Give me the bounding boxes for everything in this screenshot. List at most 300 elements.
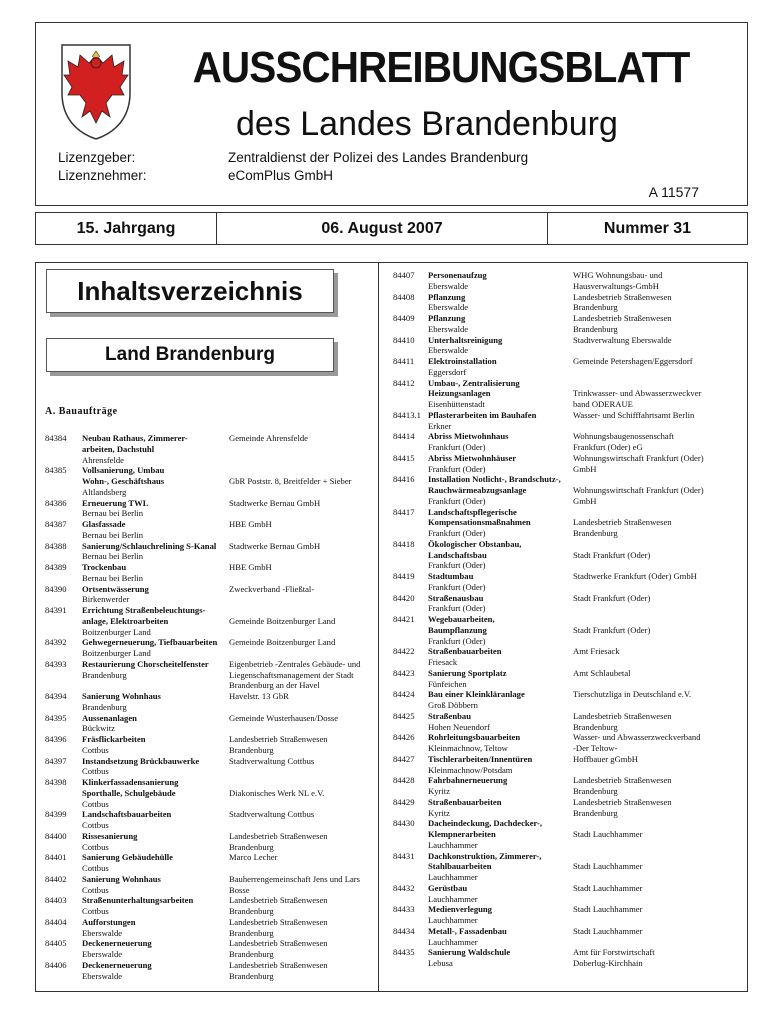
list-item [45,831,375,853]
entry-description [82,498,229,520]
entry-number: 84403 [45,895,67,906]
list-item [393,904,745,926]
entry-location: Altlandsberg [82,486,127,497]
entry-authority-line: Stadt Lauchhammer [573,861,643,872]
entry-title-line: Rauchwärmeabzugsanlage [428,485,527,495]
entry-location: Birkenwerder [82,594,130,605]
entry-number: 84400 [45,830,67,841]
entry-contracting-authority [229,605,375,637]
entry-number: 84399 [45,809,67,820]
entry-authority-line: Amt Friesack [573,646,620,657]
entry-title-line: Pflasterarbeiten im Bauhafen [428,409,537,420]
entry-title-line: Unterhaltsreinigung [428,334,503,345]
list-item [45,637,375,659]
entry-contracting-authority [573,711,745,733]
entry-description [428,335,573,357]
entry-contracting-authority [229,465,375,497]
entry-number: 84421 [393,614,415,624]
entry-contracting-authority [229,498,375,520]
entry-description [428,818,573,850]
entry-number: 84404 [45,916,67,927]
entry-contracting-authority [573,646,745,668]
list-item [393,474,745,506]
entry-number: 84432 [393,882,415,893]
entry-title-line: Gerüstbau [428,882,468,893]
entry-description [428,571,573,593]
entry-authority-line: Amt Schlaubetal [573,667,631,678]
entry-number: 84402 [45,873,67,884]
entry-authority-line: Brandenburg [573,302,618,313]
entry-authority-line: Brandenburg [573,807,618,818]
licensor-label: Lizenzgeber: [58,150,136,165]
entry-contracting-authority [573,313,745,335]
entry-contracting-authority [573,410,745,432]
entry-description [82,584,229,606]
entry-authority-line: Stadtwerke Bernau GmbH [229,540,321,551]
entry-title-line: Straßenbauarbeiten [428,646,502,657]
list-item [45,852,375,874]
entry-authority-line: Brandenburg [229,906,274,916]
entry-number: 84420 [393,592,415,603]
entry-title-line: Vollsanierung, Umbau [82,465,165,476]
entry-number: 84430 [393,818,415,829]
entry-authority-line: Stadtwerke Frankfurt (Oder) GmbH [573,571,697,581]
entry-number: 84416 [393,474,415,485]
entry-location: Frankfurt (Oder) [428,603,486,614]
entry-description [428,851,573,883]
entry-contracting-authority [573,818,745,850]
entry-authority-line: Brandenburg [229,841,274,852]
entry-title-line: Ökologischer Obstanbau, [428,538,522,549]
list-item [393,668,745,690]
entry-contracting-authority [229,895,375,917]
entry-authority-line [573,539,745,550]
entry-authority-line [573,507,745,518]
entry-authority-line: Landesbetrieb Straßenwesen [229,959,328,970]
entry-title-line: Installation Notlicht-, Brandschutz-, [428,474,561,485]
entry-location: Cottbus [82,863,109,873]
entry-title-line: Errichtung Straßenbeleuchtungs- [82,605,206,615]
entry-description [82,874,229,896]
list-item [45,691,375,713]
list-item [45,584,375,606]
entry-description [428,539,573,571]
list-item [393,292,745,314]
list-item [393,947,745,969]
entry-location: Kyritz [428,807,450,818]
entry-description [428,711,573,733]
entry-location: Cottbus [82,906,109,916]
entry-description [82,605,229,637]
entry-contracting-authority [573,775,745,797]
list-item [393,356,745,378]
list-item [45,809,375,831]
entry-location: Lauchhammer [428,893,478,904]
list-item [393,614,745,646]
entry-location: Frankfurt (Oder) [428,463,486,474]
entry-authority-line: Brandenburg [229,927,274,938]
entry-authority-line: Frankfurt (Oder) eG [573,442,643,452]
list-item [45,756,375,778]
entry-title-line: Klempnerarbeiten [428,829,496,839]
entry-title-line: Personenaufzug [428,270,487,280]
list-item [45,713,375,735]
entry-number: 84409 [393,313,415,323]
entry-description [428,883,573,905]
entry-contracting-authority [229,713,375,735]
entry-location: Cottbus [82,884,109,895]
entry-authority-line: Wohnungsbaugenossenschaft [573,431,674,442]
entry-number: 84412 [393,377,415,388]
entry-list-left [45,433,375,981]
entry-title-line: Trockenbau [82,562,127,572]
entry-contracting-authority [573,883,745,905]
entry-title-line: Pflanzung [428,291,466,302]
entry-authority-line [573,851,745,862]
list-item [45,777,375,809]
entry-number: 84435 [393,947,415,958]
entry-location: Bernau bei Berlin [82,572,144,583]
entry-contracting-authority [573,947,745,969]
entry-contracting-authority [229,562,375,584]
entry-authority-line [573,818,745,829]
entry-number: 84384 [45,433,67,443]
list-item [393,646,745,668]
entry-title-line: Landschaftsbau [428,549,487,560]
issue-date: 06. August 2007 [217,213,548,244]
entry-title-line: Tischlerarbeiten/Innentüren [428,753,533,764]
entry-location: Lauchhammer [428,936,478,947]
publication-title: AUSSCHREIBUNGSBLATT [192,43,690,92]
entry-authority-line: Landesbetrieb Straßenwesen [229,916,328,927]
entry-authority-line: GmbH [573,495,597,506]
entry-authority-line: Wohnungswirtschaft Frankfurt (Oder) [573,452,704,463]
entry-contracting-authority [573,668,745,690]
entry-title-line: Erneuerung TWL [82,497,149,508]
list-item [45,659,375,691]
entry-location: Brandenburg [82,701,127,712]
entry-contracting-authority [573,335,745,357]
entry-authority-line: Stadtwerke Bernau GmbH [229,497,321,508]
entry-number: 84431 [393,850,415,861]
entry-authority-line: Stadtverwaltung Cottbus [229,755,315,766]
entry-location: Eisenhüttenstadt [428,399,485,409]
entry-contracting-authority [573,539,745,571]
entry-location: Kleinmachnow/Potsdam [428,764,513,775]
entry-title-line: Straßenausbau [428,592,484,603]
licensee-value: eComPlus GmbH [228,168,334,183]
list-item [45,465,375,497]
entry-authority-line: Tierschutzliga in Deutschland e.V. [573,689,692,700]
list-item [45,734,375,756]
entry-title-line: Neubau Rathaus, Zimmerer- [82,433,188,443]
entry-authority-line: Landesbetrieb Straßenwesen [573,313,672,323]
entry-description [428,926,573,948]
entry-authority-line: Stadt Lauchhammer [573,904,643,915]
entry-location: Hohen Neuendorf [428,721,490,732]
entry-contracting-authority [573,689,745,711]
entry-description [428,775,573,797]
entry-description [428,453,573,475]
entry-contracting-authority [573,797,745,819]
entry-authority-line [573,614,745,625]
entry-title-line: Sanierung Waldschule [428,947,511,958]
entry-description [82,895,229,917]
entry-authority-line: Gemeinde Boitzenburger Land [229,615,336,626]
list-item [393,313,745,335]
entry-authority-line: Stadtverwaltung Cottbus [229,809,315,820]
entry-location: Frankfurt (Oder) [428,528,486,538]
entry-description [82,637,229,659]
entry-title-line: Sanierung Gebäudehülle [82,852,173,863]
entry-location: Lebusa [428,958,453,968]
entry-authority-line: Brandenburg [573,721,618,732]
entry-authority-line: band ODERAUE [573,399,633,409]
entry-location: Bernau bei Berlin [82,551,144,562]
entry-authority-line: Gemeinde Boitzenburger Land [229,637,336,648]
entry-location: Cottbus [82,841,109,852]
entry-authority-line: Trinkwasser- und Abwasserzweckver [573,388,702,399]
entry-title-line: Aufforstungen [82,916,136,927]
entry-authority-line: Landesbetrieb Straßenwesen [573,517,672,528]
entry-location: Fünfeichen [428,678,467,689]
entry-authority-line: Amt für Forstwirtschaft [573,947,655,958]
entry-number: 84388 [45,540,67,551]
entry-location: Lauchhammer [428,839,478,850]
list-item [393,883,745,905]
entry-location: Eggersdorf [428,366,467,377]
list-item [45,938,375,960]
entry-authority-line: Brandenburg [229,970,274,981]
entry-title-line: Stadtumbau [428,571,474,581]
entry-description [82,433,229,465]
entry-authority-line: Eigenbetrieb -Zentrales Gebäude- und [229,658,361,669]
entry-authority-line [573,378,745,389]
licensee-label: Lizenznehmer: [58,168,147,183]
entry-contracting-authority [573,593,745,615]
entry-authority-line: Stadt Lauchhammer [573,882,643,893]
entry-authority-line: -Der Teltow- [573,743,618,753]
entry-description [428,378,573,410]
issue-number: Nummer 31 [603,219,692,237]
entry-authority-line: Brandenburg [573,786,618,796]
entry-description [82,777,229,809]
entry-contracting-authority [573,571,745,593]
entry-description [428,732,573,754]
entry-description [428,410,573,432]
entry-authority-line: Havelstr. 13 GbR [229,691,289,701]
entry-title-line: Baumpflanzung [428,624,487,635]
issue-info-bar [35,212,748,245]
entry-location: Eberswalde [428,302,469,313]
entry-description [82,465,229,497]
entry-title-line: Straßenbau [428,710,471,721]
entry-location: Eberswalde [428,280,469,291]
entry-authority-line: WHG Wohnungsbau- und [573,270,663,280]
entry-number: 84390 [45,583,67,594]
entry-contracting-authority [573,926,745,948]
entry-number: 84415 [393,452,415,463]
volume-year: 15. Jahrgang [36,213,217,244]
entry-location: Kyritz [428,786,450,796]
entry-location: Eberswalde [428,345,469,356]
entry-description [428,947,573,969]
entry-title-line: Sporthalle, Schulgebäude [82,787,176,798]
entry-number: 84414 [393,431,415,442]
entry-location: Ahrensfelde [82,454,124,465]
entry-authority-line: Brandenburg [229,949,274,959]
entry-authority-line: Marco Lecher [229,852,278,863]
publication-subtitle: des Landes Brandenburg [236,105,618,143]
entry-location: Frankfurt (Oder) [428,495,486,506]
entry-number: 84386 [45,497,67,508]
entry-contracting-authority [573,431,745,453]
entry-number: 84405 [45,938,67,949]
entry-number: 84428 [393,775,415,786]
entry-description [82,734,229,756]
list-item [45,895,375,917]
entry-number: 84434 [393,925,415,936]
entry-location: Eberswalde [82,949,123,959]
list-item [393,571,745,593]
entry-title-line: Dachkonstruktion, Zimmerer-, [428,850,542,861]
list-item [393,851,745,883]
entry-contracting-authority [229,874,375,896]
list-item [393,732,745,754]
entry-location: Erkner [428,420,452,431]
region-heading: Land Brandenburg [46,338,334,372]
entry-number: 84385 [45,465,67,476]
entry-contracting-authority [229,831,375,853]
entry-number: 84394 [45,691,67,701]
list-item [393,689,745,711]
entry-number: 84393 [45,658,67,669]
entry-number: 84408 [393,291,415,302]
masthead [35,22,748,206]
entry-location: Cottbus [82,798,109,809]
entry-description [428,593,573,615]
entry-title-line: Gehwegerneuerung, Tiefbauarbeiten [82,637,218,648]
list-item [393,453,745,475]
entry-contracting-authority [573,474,745,506]
entry-number: 84433 [393,904,415,915]
entry-location: Cottbus [82,820,109,830]
entry-authority-line [229,777,375,788]
entry-title-line: Deckenerneuerung [82,938,152,949]
entry-list-right [393,270,745,969]
entry-location: Frankfurt (Oder) [428,442,486,452]
entry-location: Groß Döbbern [428,700,478,710]
entry-authority-line [573,474,745,485]
entry-description [82,541,229,563]
entry-location: Eberswalde [82,970,123,981]
entry-number: 84418 [393,538,415,549]
entry-authority-line: Brandenburg [229,744,274,755]
entry-number: 84411 [393,356,415,366]
list-item [45,562,375,584]
entry-authority-line: Bosse [229,884,250,895]
entry-number: 84417 [393,506,415,517]
entry-title-line: Fahrbahnerneuerung [428,775,508,786]
entry-authority-line [229,605,375,616]
entry-description [428,797,573,819]
entry-number: 84429 [393,796,415,807]
entry-authority-line: Stadt Frankfurt (Oder) [573,624,651,635]
entry-number: 84387 [45,519,67,529]
entry-location: Kleinmachnow, Teltow [428,743,508,753]
entry-contracting-authority [573,270,745,292]
entry-authority-line: Liegenschaftsmanagement der Stadt [229,669,354,680]
entry-description [82,691,229,713]
entry-authority-line: Landesbetrieb Straßenwesen [573,291,672,302]
entry-description [428,754,573,776]
entry-title-line: Heizungsanlagen [428,388,491,399]
entry-authority-line: Landesbetrieb Straßenwesen [229,895,328,906]
entry-authority-line: Diakonisches Werk NL e.V. [229,787,325,798]
entry-title-line: Klinkerfassadensanierung [82,777,179,787]
entry-contracting-authority [229,659,375,691]
entry-authority-line: Wohnungswirtschaft Frankfurt (Oder) [573,485,704,495]
list-item [45,874,375,896]
entry-contracting-authority [573,732,745,754]
entry-title-line: Fräsflickarbeiten [82,734,146,744]
list-item [393,270,745,292]
entry-contracting-authority [229,433,375,465]
entry-location: Frankfurt (Oder) [428,560,486,571]
entry-number: 84424 [393,689,415,700]
entry-authority-line: Brandenburg [573,528,618,538]
entry-authority-line: Landesbetrieb Straßenwesen [229,938,328,949]
entry-number: 84426 [393,732,415,743]
entry-contracting-authority [229,852,375,874]
entry-contracting-authority [573,851,745,883]
entry-description [82,960,229,982]
entry-contracting-authority [573,507,745,539]
entry-location: Cottbus [82,766,109,777]
entry-authority-line: Landesbetrieb Straßenwesen [573,796,672,807]
entry-location: Lauchhammer [428,915,478,925]
entry-contracting-authority [573,904,745,926]
entry-description [428,313,573,335]
entry-authority-line: GbR Poststr. 8, Breitfelder + Sieber [229,476,352,486]
list-item [393,711,745,733]
entry-authority-line: Landesbetrieb Straßenwesen [229,830,328,841]
list-item [45,498,375,520]
entry-authority-line: Gemeinde Petershagen/Eggersdorf [573,356,693,366]
entry-description [428,668,573,690]
entry-authority-line: Landesbetrieb Straßenwesen [229,734,328,744]
entry-authority-line: Landesbetrieb Straßenwesen [573,775,672,786]
entry-title-line: Stahlbauarbeiten [428,861,492,872]
entry-authority-line: Stadt Frankfurt (Oder) [573,592,651,603]
entry-contracting-authority [229,541,375,563]
entry-contracting-authority [573,378,745,410]
entry-authority-line: HBE GmbH [229,519,272,529]
entry-contracting-authority [229,637,375,659]
entry-description [428,292,573,314]
entry-description [82,519,229,541]
entry-number: 84419 [393,571,415,581]
entry-title-line: Sanierung/Schlauchrelining S-Kanal [82,540,217,551]
entry-title-line: Landschaftspflegerische [428,506,517,517]
entry-description [428,474,573,506]
list-item [393,775,745,797]
entry-authority-line: Brandenburg an der Havel [229,680,320,691]
entry-number: 84391 [45,605,67,615]
entry-location: Cottbus [82,744,109,755]
entry-description [82,917,229,939]
entry-location: Frankfurt (Oder) [428,635,486,646]
